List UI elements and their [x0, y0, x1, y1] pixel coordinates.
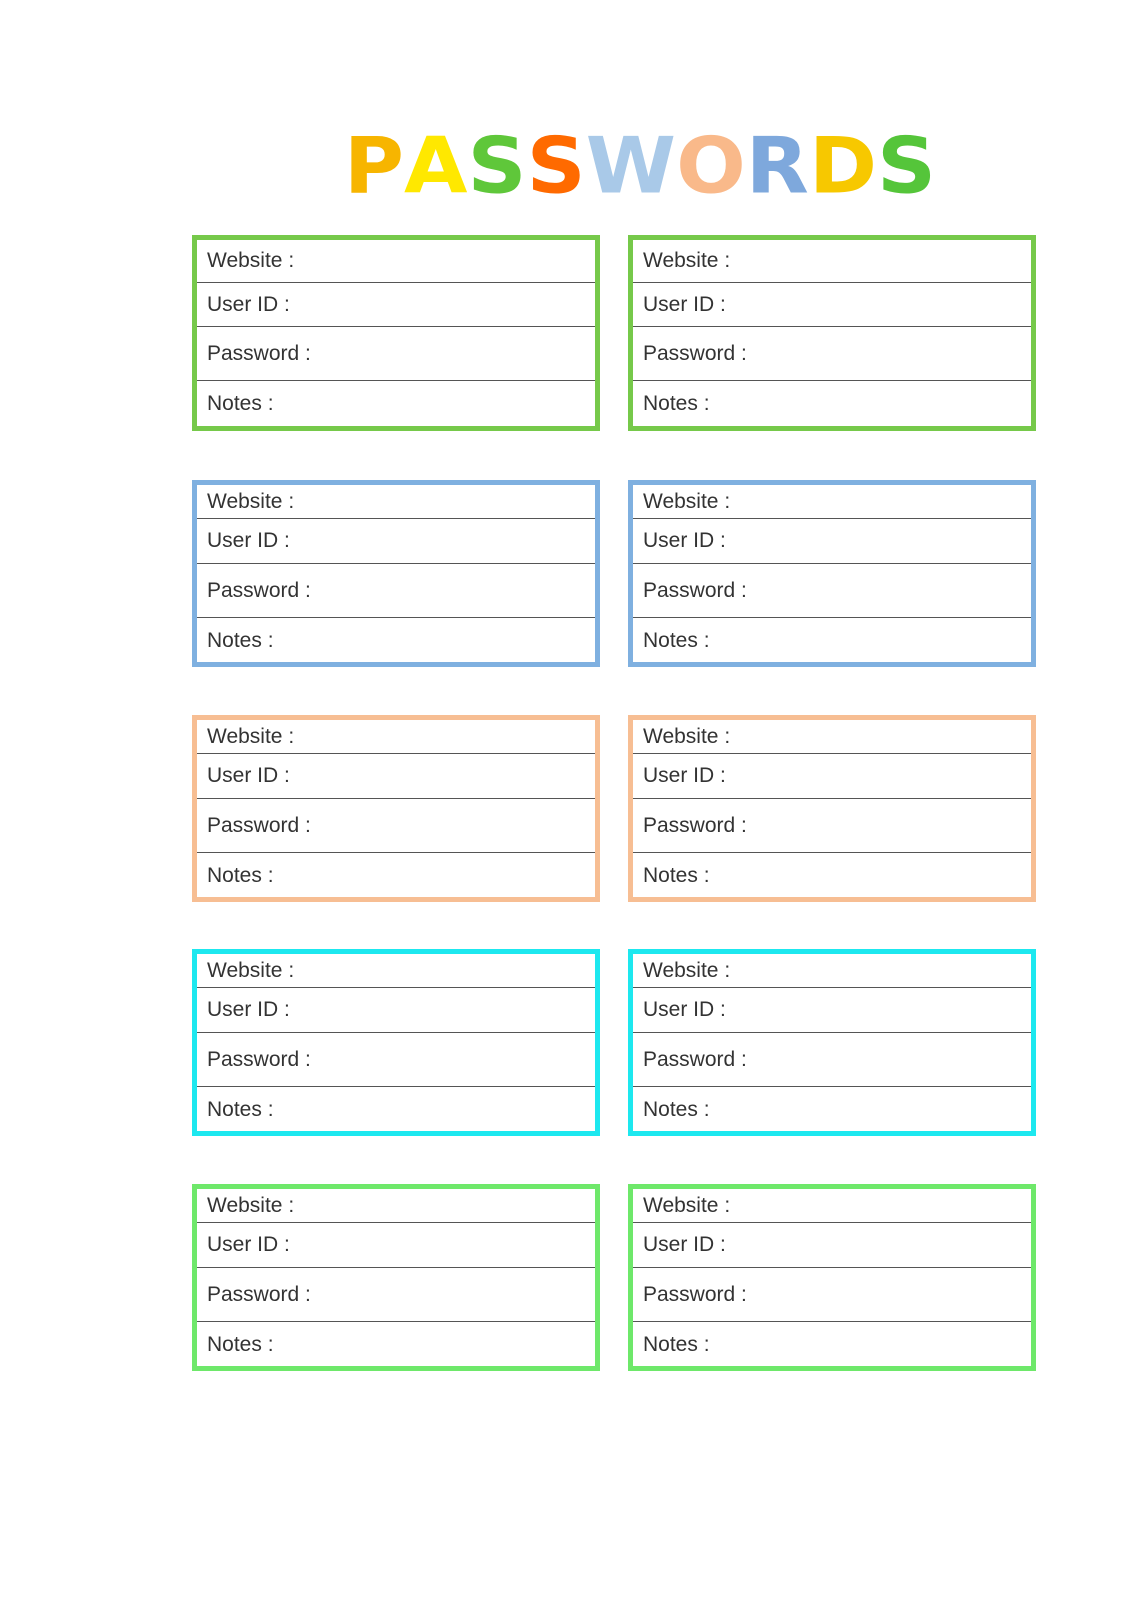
notes-field-label: Notes : [207, 392, 274, 415]
password-field[interactable] [633, 564, 1031, 618]
title-letter-s3: S [877, 121, 937, 212]
page-title [343, 118, 937, 212]
website-field-label: Website : [643, 1193, 731, 1217]
notes-field-label: Notes : [207, 1333, 274, 1356]
user-id-field[interactable] [633, 519, 1031, 564]
title-letter-w: W [585, 121, 677, 212]
notes-field-label: Notes : [643, 864, 710, 887]
notes-field[interactable] [197, 1322, 595, 1368]
notes-field[interactable] [633, 853, 1031, 899]
password-field-label: Password : [643, 341, 747, 365]
user-id-field[interactable] [633, 1223, 1031, 1268]
password-field[interactable] [197, 327, 595, 381]
password-field[interactable] [633, 327, 1031, 381]
user-id-field[interactable] [633, 754, 1031, 799]
password-card-1 [192, 235, 600, 431]
password-card-10 [628, 1184, 1036, 1371]
notes-field-label: Notes : [643, 1333, 710, 1356]
user-id-field[interactable] [197, 988, 595, 1033]
user-id-field-label: User ID : [207, 764, 290, 787]
user-id-field-label: User ID : [643, 529, 726, 552]
password-field[interactable] [197, 564, 595, 618]
website-field[interactable] [197, 240, 595, 283]
password-card-3 [192, 480, 600, 667]
user-id-field[interactable] [197, 519, 595, 564]
user-id-field-label: User ID : [207, 1233, 290, 1256]
website-field[interactable] [197, 954, 595, 988]
password-field[interactable] [633, 1268, 1031, 1322]
notes-field[interactable] [633, 618, 1031, 664]
user-id-field-label: User ID : [207, 998, 290, 1021]
password-card-4 [628, 480, 1036, 667]
notes-field-label: Notes : [207, 1098, 274, 1121]
notes-field[interactable] [633, 1087, 1031, 1133]
website-field-label: Website : [207, 724, 295, 748]
website-field-label: Website : [207, 958, 295, 982]
password-field-label: Password : [643, 1047, 747, 1071]
password-card-2 [628, 235, 1036, 431]
user-id-field[interactable] [633, 283, 1031, 327]
title-letter-p: P [343, 121, 405, 212]
website-field-label: Website : [643, 489, 731, 513]
website-field-label: Website : [207, 489, 295, 513]
notes-field[interactable] [633, 381, 1031, 427]
password-field-label: Password : [207, 578, 311, 602]
notes-field[interactable] [197, 381, 595, 427]
user-id-field-label: User ID : [643, 764, 726, 787]
website-field-label: Website : [643, 958, 731, 982]
user-id-field[interactable] [197, 1223, 595, 1268]
user-id-field-label: User ID : [643, 292, 726, 316]
website-field[interactable] [197, 485, 595, 519]
website-field[interactable] [633, 1189, 1031, 1223]
title-letter-a: A [404, 121, 468, 212]
notes-field-label: Notes : [643, 629, 710, 652]
password-card-8 [628, 949, 1036, 1136]
notes-field-label: Notes : [643, 1098, 710, 1121]
website-field-label: Website : [643, 724, 731, 748]
user-id-field[interactable] [197, 754, 595, 799]
password-field-label: Password : [207, 1282, 311, 1306]
password-field[interactable] [633, 799, 1031, 853]
title-letter-s1: S [467, 121, 527, 212]
password-card-6 [628, 715, 1036, 902]
notes-field-label: Notes : [207, 864, 274, 887]
user-id-field-label: User ID : [207, 292, 290, 316]
user-id-field[interactable] [197, 283, 595, 327]
notes-field[interactable] [197, 1087, 595, 1133]
password-field-label: Password : [207, 1047, 311, 1071]
notes-field-label: Notes : [643, 392, 710, 415]
website-field[interactable] [633, 240, 1031, 283]
password-field-label: Password : [207, 813, 311, 837]
website-field[interactable] [633, 485, 1031, 519]
website-field[interactable] [197, 1189, 595, 1223]
website-field[interactable] [633, 720, 1031, 754]
password-field[interactable] [197, 1033, 595, 1087]
password-field-label: Password : [643, 813, 747, 837]
user-id-field-label: User ID : [207, 529, 290, 552]
title-letter-o: O [676, 121, 746, 212]
password-field[interactable] [197, 1268, 595, 1322]
website-field-label: Website : [643, 249, 731, 272]
user-id-field-label: User ID : [643, 1233, 726, 1256]
password-card-5 [192, 715, 600, 902]
password-field[interactable] [633, 1033, 1031, 1087]
title-letter-r: R [745, 121, 809, 212]
notes-field[interactable] [633, 1322, 1031, 1368]
website-field-label: Website : [207, 1193, 295, 1217]
password-card-7 [192, 949, 600, 1136]
password-field-label: Password : [643, 1282, 747, 1306]
notes-field[interactable] [197, 618, 595, 664]
notes-field-label: Notes : [207, 629, 274, 652]
password-field-label: Password : [207, 341, 311, 365]
website-field[interactable] [633, 954, 1031, 988]
title-letter-d: D [808, 121, 878, 212]
user-id-field[interactable] [633, 988, 1031, 1033]
title-letter-s2: S [526, 121, 586, 212]
password-card-9 [192, 1184, 600, 1371]
website-field[interactable] [197, 720, 595, 754]
password-field-label: Password : [643, 578, 747, 602]
notes-field[interactable] [197, 853, 595, 899]
website-field-label: Website : [207, 249, 295, 272]
password-field[interactable] [197, 799, 595, 853]
user-id-field-label: User ID : [643, 998, 726, 1021]
